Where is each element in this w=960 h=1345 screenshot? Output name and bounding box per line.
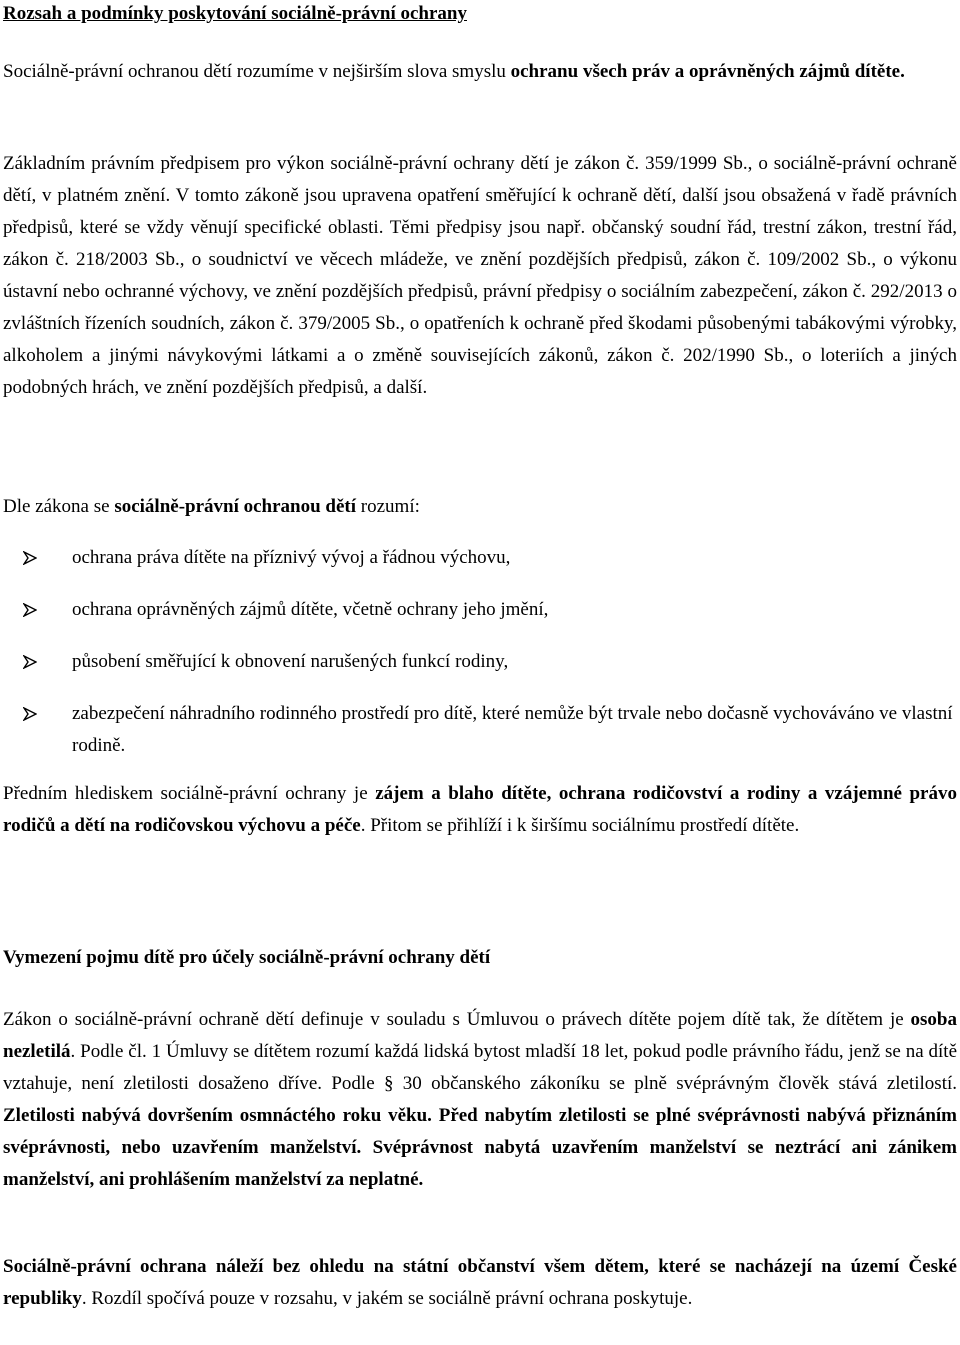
section-1-paragraph-2: Základním právním předpisem pro výkon sociálně-právní ochrany dětí je zákon č. 359/1999 Sb., o sociálně-právní ochraně dětí, v platném znění. V tomto zákoně jsou upravena opatření směřující k ochraně dětí, další jsou obsažená v řadě právních předpisů, které se vždy věnují specifické oblasti. Těmi předpisy jsou např. občanský soudní řád, trestní zákon, trestní řád, zákon č. 218/2003 Sb., o soudnictví ve věcech mládeže, ve znění pozdějších předpisů, zákon č. 109/2002 Sb., o výkonu ústavní nebo ochranné výchovy, ve znění pozdějších předpisů, právní předpisy o sociálním zabezpečení, zákon č. 292/2013 o zvláštních řízeních soudních, zákon č. 379/2005 Sb., o opatřeních k ochraně před škodami působenými tabákovými výrobky, alkoholem a jinými návykovými látkami a o změně souvisejících zákonů, zákon č. 202/1990 Sb., o loteriích a jiných podobných hrách, ve znění pozdějších předpisů, a další. — [3, 153, 957, 398]
paragraph-text: . Rozdíl spočívá pouze v rozsahu, v jakém se sociálně právní ochrana poskytuje. — [81, 1288, 693, 1309]
section-1-paragraph-4 — [3, 778, 957, 842]
section-2-paragraph-2 — [3, 1251, 957, 1315]
list-item — [3, 646, 957, 678]
paragraph-bold-text: Sociálně-právní ochrana náleží bez ohledu na státní občanství všem dětem, které se nacházejí na území České republiky — [3, 1256, 957, 1309]
paragraph-bold-text: Zletilosti nabývá dovršením osmnáctého roku věku. Před nabytím zletilosti se plné svéprávnosti nabývá přiznáním svéprávnosti, nebo uzavřením manželství. Svéprávnost nabytá uzavřením manželství se neztrácí ani zánikem manželství, ani prohlášením manželství za neplatné. — [3, 1105, 957, 1190]
section-1-paragraph-1 — [3, 56, 957, 88]
bullet-list — [3, 542, 957, 762]
arrowhead-bullet-icon — [23, 603, 37, 617]
arrowhead-bullet-icon — [23, 707, 37, 721]
paragraph-bold-text: sociálně-právní ochranou dětí — [114, 496, 357, 517]
paragraph-text: Zákon o sociálně-právní ochraně dětí definuje v souladu s Úmluvou o právech dítěte pojem dítě tak, že dítětem je — [3, 1009, 911, 1030]
paragraph-bold-text: ochranu všech práv a oprávněných zájmů dítěte. — [510, 61, 905, 82]
paragraph-bold-text: osoba nezletilá — [3, 1009, 957, 1062]
paragraph-bold-text: zájem a blaho dítěte, ochrana rodičovství a rodiny a vzájemné právo rodičů a dětí na rodičovskou výchovu a péče — [3, 783, 957, 836]
section-2-title: Vymezení pojmu dítě pro účely sociálně-právní ochrany dětí — [3, 947, 491, 968]
list-item — [3, 698, 957, 762]
paragraph-text: Dle zákona se — [3, 496, 115, 517]
list-item — [3, 594, 957, 626]
list-item-text: působení směřující k obnovení narušených funkcí rodiny, — [72, 651, 509, 672]
paragraph-text: . Podle čl. 1 Úmluvy se dítětem rozumí každá lidská bytost mladší 18 let, pokud podle právního řádu, jenž se na dítě vztahuje, není zletilosti dosaženo dříve. Podle § 30 občanského zákoníku se plně svéprávným člověk stává zletilostí. — [3, 1041, 957, 1094]
list-item-text: ochrana oprávněných zájmů dítěte, včetně ochrany jeho jmění, — [72, 599, 549, 620]
list-item — [3, 542, 957, 574]
paragraph-text: rozumí: — [356, 496, 420, 517]
paragraph-text: Sociálně-právní ochranou dětí rozumíme v nejširším slova smyslu — [3, 61, 511, 82]
section-2-paragraph-1 — [3, 1004, 957, 1196]
paragraph-text: . Přitom se přihlíží i k širšímu sociálnímu prostředí dítěte. — [360, 815, 800, 836]
arrowhead-bullet-icon — [23, 551, 37, 565]
section-1-title: Rozsah a podmínky poskytování sociálně-právní ochrany — [3, 3, 467, 24]
paragraph-text: Předním hlediskem sociálně-právní ochrany je — [3, 783, 376, 804]
list-item-text: zabezpečení náhradního rodinného prostředí pro dítě, které nemůže být trvale nebo dočasně vychováváno ve vlastní rodině. — [72, 703, 953, 756]
arrowhead-bullet-icon — [23, 655, 37, 669]
list-item-text: ochrana práva dítěte na příznivý vývoj a řádnou výchovu, — [72, 547, 511, 568]
section-1-paragraph-3 — [3, 491, 957, 523]
